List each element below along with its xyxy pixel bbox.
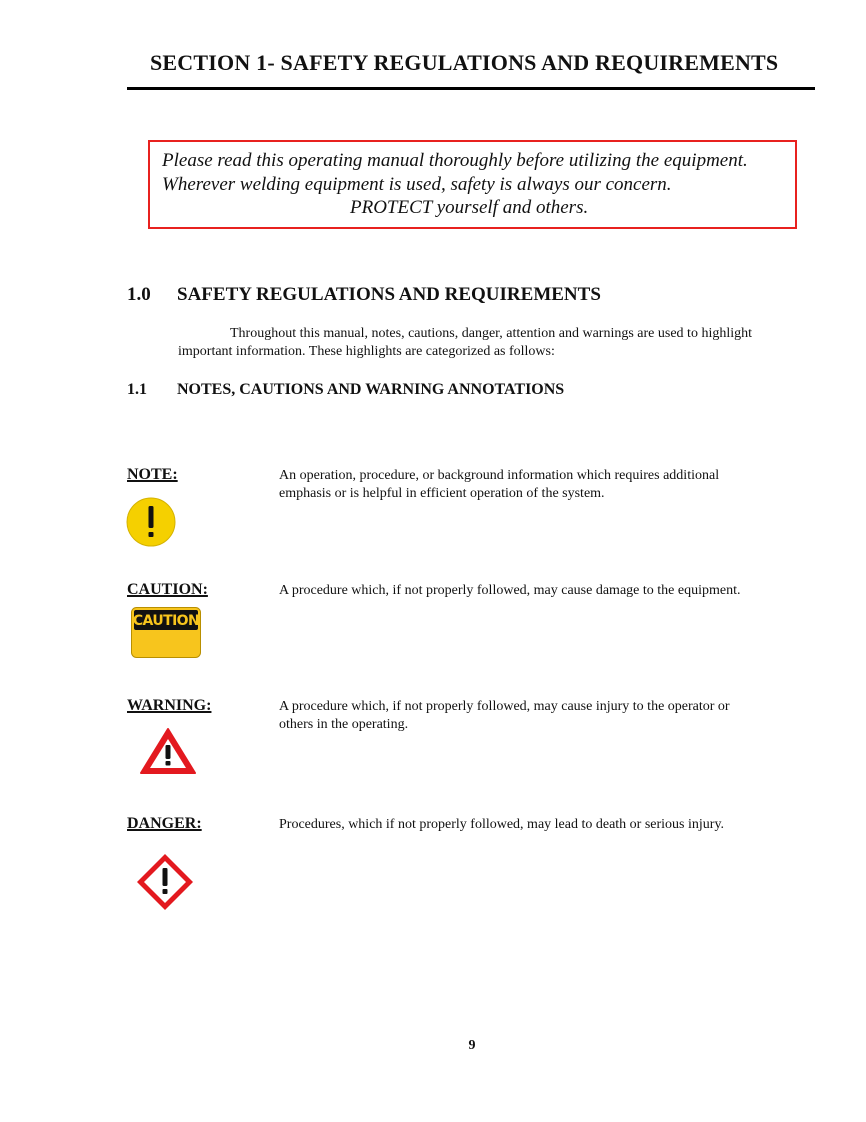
intro-paragraph [178, 325, 818, 361]
caution-sign-icon [131, 607, 201, 658]
danger-description [279, 816, 799, 834]
note-description [279, 467, 799, 503]
heading-2-title: NOTES, CAUTIONS AND WARNING ANNOTATIONS [177, 381, 565, 398]
heading-1-number: 1.0 [127, 284, 151, 305]
note-description-line-1: An operation, procedure, or background information which requires additional [279, 468, 720, 483]
page-number: 9 [468, 1038, 476, 1053]
caution-label: CAUTION: [127, 581, 208, 598]
danger-label: DANGER: [127, 815, 202, 832]
intro-line-2: important information. These highlights are categorized as follows: [178, 344, 555, 359]
warning-label: WARNING: [127, 697, 212, 714]
note-label: NOTE: [127, 466, 178, 483]
notice-line-3: PROTECT yourself and others. [350, 197, 589, 218]
exclamation-circle-icon [126, 497, 176, 547]
notice-line-1: Please read this operating manual thoroughly before utilizing the equipment. [162, 150, 748, 171]
notice-line-2: Wherever welding equipment is used, safety is always our concern. [162, 174, 672, 195]
warning-triangle-icon [138, 726, 198, 776]
danger-diamond-icon [134, 851, 196, 913]
caution-sign-text: CAUTION [132, 613, 200, 629]
warning-description-line-1: A procedure which, if not properly followed, may cause injury to the operator or [279, 699, 730, 714]
note-description-line-2: emphasis or is helpful in efficient operation of the system. [279, 486, 605, 501]
section-rule [127, 87, 815, 90]
section-title: SECTION 1- SAFETY REGULATIONS AND REQUIREMENTS [150, 50, 779, 75]
caution-description-line-1: A procedure which, if not properly followed, may cause damage to the equipment. [279, 583, 741, 598]
warning-description-line-2: others in the operating. [279, 717, 409, 732]
warning-description [279, 698, 799, 734]
danger-description-line-1: Procedures, which if not properly followed, may lead to death or serious injury. [279, 817, 725, 832]
heading-2-number: 1.1 [127, 381, 147, 398]
notice-box [148, 140, 797, 229]
intro-line-1: Throughout this manual, notes, cautions, danger, attention and warnings are used to highlight [230, 326, 752, 341]
caution-description [279, 582, 799, 600]
heading-1-title: SAFETY REGULATIONS AND REQUIREMENTS [177, 284, 601, 305]
